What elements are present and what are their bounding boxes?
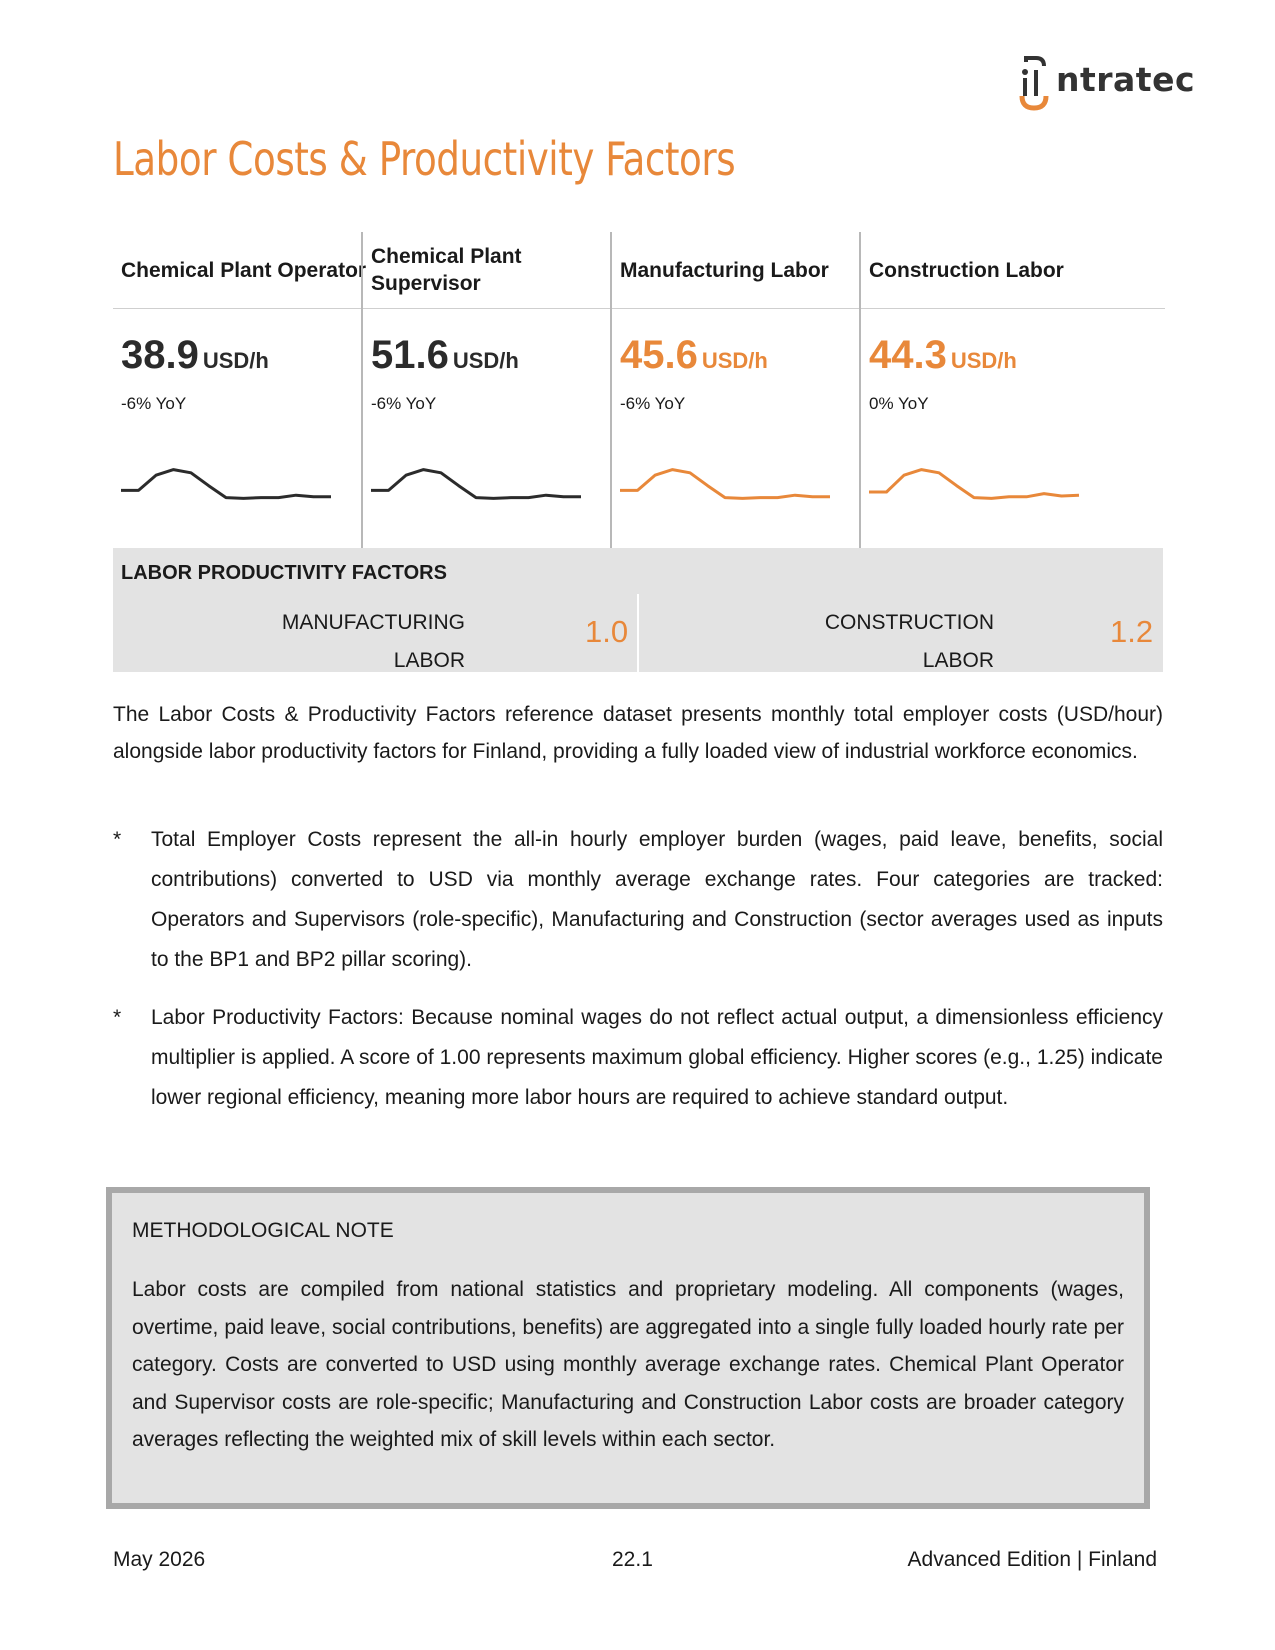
page-title: Labor Costs & Productivity Factors — [113, 132, 736, 186]
card-value — [121, 333, 269, 378]
bullet-marker: * — [113, 828, 122, 851]
card-yoy: -6% YoY — [371, 394, 437, 413]
footer-date: May 2026 — [113, 1548, 206, 1571]
card-divider — [861, 308, 1165, 309]
card-number: 45.6 — [620, 333, 698, 377]
logo-mark-icon — [1018, 56, 1056, 112]
bullet-marker: * — [113, 1006, 122, 1029]
footer-edition: Advanced Edition | Finland — [907, 1548, 1157, 1571]
logo-text: ntratec — [1056, 60, 1196, 99]
sparkline-series — [869, 470, 1079, 499]
card-header: Manufacturing Labor — [620, 258, 829, 282]
sparkline-series — [371, 470, 581, 499]
sparkline-manufacturing-labor — [620, 460, 850, 520]
card-construction-labor — [859, 232, 1165, 548]
card-divider — [363, 308, 625, 309]
productivity-label-line: LABOR — [393, 649, 465, 672]
sparkline-series — [620, 470, 830, 499]
bullet-text: Labor Productivity Factors: Because nominal wages do not reflect actual output, a dimensionless efficiency multiplier is applied. A score of 1.00 represents maximum global efficiency. Higher scores (e.g., 1.25) indicate lower regional efficiency, meaning more labor hours are required to achieve standard output. — [151, 1006, 1163, 1109]
card-unit: USD/h — [202, 348, 269, 373]
bullet-employer-costs — [113, 820, 1163, 980]
intratec-logo — [1018, 56, 1196, 112]
card-value — [620, 333, 768, 378]
card-yoy: -6% YoY — [121, 394, 187, 413]
card-number: 38.9 — [121, 333, 199, 377]
productivity-label-line: MANUFACTURING — [281, 611, 465, 634]
footer-page-number: 22.1 — [612, 1548, 653, 1571]
bullet-text: Total Employer Costs represent the all-in hourly employer burden (wages, paid leave, benefits, social contributions) converted to USD via monthly average exchange rates. Four categories are tracked: Operators and Supervisors (role-specific), Manufacturing and Construction (sector averages used as inputs to the BP1 and BP2 pillar scoring). — [151, 828, 1163, 971]
productivity-label-line: CONSTRUCTION — [824, 611, 994, 634]
sparkline-chemical-plant-operator — [121, 460, 351, 520]
productivity-label-line: LABOR — [922, 649, 994, 672]
bullet-productivity-factors — [113, 998, 1163, 1158]
productivity-label-construction — [794, 604, 994, 680]
card-header: Chemical Plant Supervisor — [371, 245, 522, 295]
productivity-label-manufacturing — [265, 604, 465, 680]
card-divider — [612, 308, 874, 309]
card-header: Construction Labor — [869, 258, 1064, 282]
sparkline-chemical-plant-supervisor — [371, 460, 601, 520]
card-yoy: -6% YoY — [620, 394, 686, 413]
productivity-heading: LABOR PRODUCTIVITY FACTORS — [121, 562, 447, 584]
labor-cost-cards — [113, 232, 1163, 548]
intro-paragraph: The Labor Costs & Productivity Factors reference dataset presents monthly total employer costs (USD/hour) alongside labor productivity factors for Finland, providing a fully loaded view of industrial workforce economics. — [113, 703, 1163, 763]
card-chemical-plant-operator — [113, 232, 375, 548]
card-header: Chemical Plant Operator — [121, 258, 367, 282]
card-manufacturing-labor — [610, 232, 874, 548]
note-body: Labor costs are compiled from national statistics and proprietary modeling. All components (wages, overtime, paid leave, social contributions, benefits) are aggregated into a single fully loaded hourly rate per category. Costs are converted to USD using monthly average exchange rates. Chemical Plant Operator and Supervisor costs are role-specific; Manufacturing and Construction Labor costs are broader category averages reflecting the weighted mix of skill levels within each sector. — [132, 1278, 1124, 1451]
card-yoy: 0% YoY — [869, 394, 929, 413]
sparkline-construction-labor — [869, 460, 1099, 520]
card-unit: USD/h — [452, 348, 519, 373]
card-value — [869, 333, 1017, 378]
productivity-value-construction: 1.2 — [1110, 614, 1154, 649]
productivity-value-manufacturing: 1.0 — [585, 614, 629, 649]
card-unit: USD/h — [950, 348, 1017, 373]
note-heading: METHODOLOGICAL NOTE — [132, 1219, 394, 1242]
card-unit: USD/h — [701, 348, 768, 373]
card-divider — [113, 308, 375, 309]
productivity-divider — [637, 594, 639, 672]
methodological-note-box — [106, 1187, 1150, 1509]
card-value — [371, 333, 519, 378]
sparkline-series — [121, 470, 331, 499]
labor-productivity-panel — [113, 548, 1163, 672]
card-chemical-plant-supervisor — [361, 232, 625, 548]
card-number: 51.6 — [371, 333, 449, 377]
card-number: 44.3 — [869, 333, 947, 377]
